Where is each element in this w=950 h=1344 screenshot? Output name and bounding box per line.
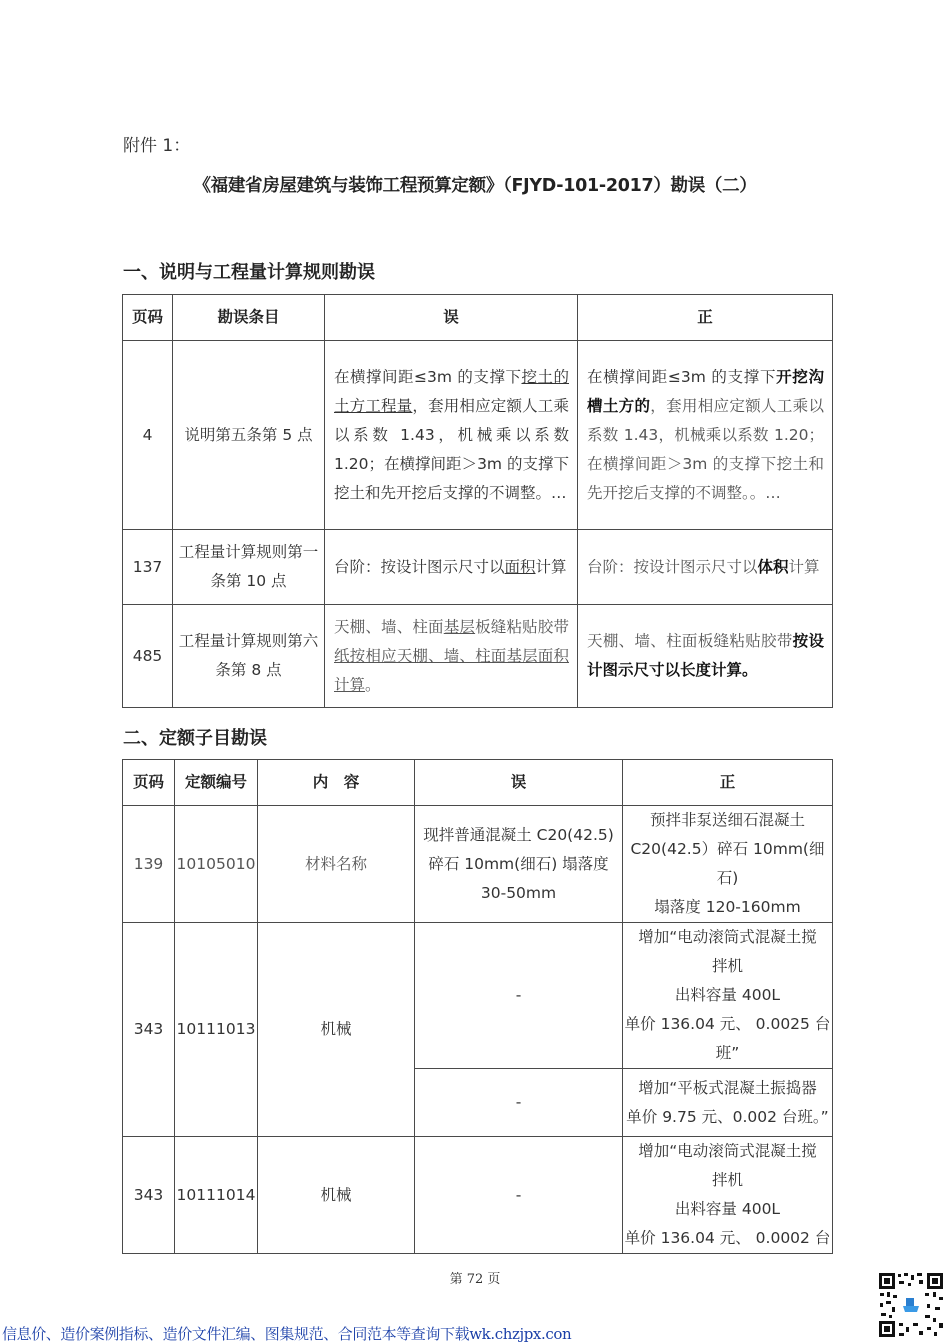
- cell-code: 10111014: [175, 1137, 258, 1254]
- correct-line: 拌机: [711, 1171, 743, 1189]
- wrong-underlined-text: 面积: [504, 557, 536, 576]
- cell-item: 说明第五条第 5 点: [173, 341, 325, 530]
- cell-content: 机械: [258, 1137, 415, 1254]
- column-header-code: 定额编号: [175, 760, 258, 806]
- column-header-correct: 正: [623, 760, 833, 806]
- correct-line: 塌落度 120-160mm: [654, 898, 801, 916]
- correct-line: 出料容量 400L: [674, 1200, 781, 1218]
- cell-content: 材料名称: [258, 806, 415, 923]
- correct-line: 出料容量 400L: [674, 986, 781, 1004]
- correct-bold-text: 按设计图示尺寸以长度计算。: [587, 632, 824, 679]
- cell-code: 10111013: [175, 923, 258, 1137]
- wrong-underlined-text: 挖土的土方工程量: [334, 367, 569, 415]
- cell-correct: [623, 923, 833, 1069]
- correct-line: 石): [716, 869, 739, 887]
- column-header-page: 页码: [123, 760, 175, 806]
- section2-heading: 二、定额子目勘误: [123, 728, 267, 749]
- correct-bold-text: 开挖沟槽土方的: [587, 367, 824, 415]
- correct-line: 单价 136.04 元、 0.0025 台: [624, 1015, 831, 1033]
- correct-line: 单价 136.04 元、 0.0002 台: [624, 1229, 831, 1247]
- correct-line: 增加“平板式混凝土振捣器: [638, 1078, 817, 1097]
- section1-heading: 一、说明与工程量计算规则勘误: [123, 262, 375, 283]
- cell-page: 4: [123, 341, 173, 530]
- wrong-underlined-text: 基层: [443, 617, 476, 636]
- table-row: [123, 605, 833, 708]
- column-header-page: 页码: [123, 295, 173, 341]
- cell-wrong: [415, 806, 623, 923]
- cell-correct: [623, 806, 833, 923]
- column-header-content: 内 容: [258, 760, 415, 806]
- cell-wrong: [325, 605, 578, 708]
- cell-wrong: -: [415, 1137, 623, 1254]
- table-row: [123, 923, 833, 1069]
- cell-item: 工程量计算规则第一条第 10 点: [173, 530, 325, 605]
- attachment-label: 附件 1：: [123, 136, 191, 156]
- cell-page: 139: [123, 806, 175, 923]
- correct-line: 拌机: [711, 957, 743, 975]
- cell-code: 10105010: [175, 806, 258, 923]
- cell-wrong: -: [415, 923, 623, 1069]
- cell-page: 137: [123, 530, 173, 605]
- correct-text: 天棚、墙、柱面板缝粘贴胶带: [587, 632, 793, 650]
- cell-item: 工程量计算规则第六条第 8 点: [173, 605, 325, 708]
- table-header-row: [123, 295, 833, 341]
- column-header-wrong: 误: [325, 295, 578, 341]
- table-row: [123, 1137, 833, 1254]
- table-row: [123, 530, 833, 605]
- wrong-line: 现拌普通混凝土 C20(42.5): [423, 825, 614, 844]
- table-row: [123, 806, 833, 923]
- correct-bold-text: 体积: [757, 557, 789, 576]
- correct-line: 增加“电动滚筒式混凝土搅: [638, 928, 817, 946]
- correct-line: 单价 9.75 元、0.002 台班。”: [626, 1107, 829, 1126]
- wrong-underlined-text: 纸按相应天棚、墙、柱面基层面积计算: [334, 646, 569, 694]
- correct-text: 在横撑间距≤3m 的支撑下: [587, 367, 777, 386]
- wrong-text: ，套用相应定额人工乘以系数 1.43，机械乘以系数 1.20；在横撑间距＞3m 的支撑下挖土和先开挖后支撑的不调整。…: [334, 396, 569, 502]
- document-title: 《福建省房屋建筑与装饰工程预算定额》（FJYD-101-2017）勘误（二）: [193, 176, 757, 196]
- qr-code-icon: [877, 1271, 945, 1339]
- correct-line: 班”: [715, 1044, 740, 1062]
- cell-wrong: -: [415, 1069, 623, 1137]
- cell-content: 机械: [258, 923, 415, 1137]
- wrong-text: 板缝粘贴胶带: [475, 617, 569, 636]
- cell-page: 485: [123, 605, 173, 708]
- correct-text: 台阶：按设计图示尺寸以: [587, 557, 758, 576]
- page-number: 第 72 页: [449, 1272, 501, 1287]
- correct-text: ，套用相应定额人工乘以系数 1.43，机械乘以系数 1.20；在横撑间距＞3m 的支撑下挖土和先开挖后支撑的不调整。。…: [587, 396, 824, 502]
- cell-wrong: [325, 530, 578, 605]
- wrong-text: 。: [365, 675, 381, 694]
- cell-wrong: [325, 341, 578, 530]
- wrong-text: 计算: [535, 557, 567, 576]
- wrong-line: 30-50mm: [480, 883, 557, 902]
- column-header-wrong: 误: [415, 760, 623, 806]
- watermark-link[interactable]: 信息价、造价案例指标、造价文件汇编、图集规范、合同范本等查询下载wk.chzjpx.con: [2, 1325, 572, 1343]
- wrong-text: 台阶：按设计图示尺寸以: [334, 557, 505, 576]
- wrong-line: 碎石 10mm(细石) 塌落度: [428, 854, 609, 873]
- column-header-item: 勘误条目: [173, 295, 325, 341]
- correct-text: 计算: [788, 557, 820, 576]
- cell-page: 343: [123, 923, 175, 1137]
- cell-correct: [578, 605, 833, 708]
- correct-line: 增加“电动滚筒式混凝土搅: [638, 1142, 817, 1160]
- table-row: [123, 341, 833, 530]
- cell-correct: [578, 341, 833, 530]
- column-header-correct: 正: [578, 295, 833, 341]
- table-header-row: [123, 760, 833, 806]
- errata-rules-table: [122, 294, 833, 708]
- cell-correct: [623, 1137, 833, 1254]
- cell-correct: [578, 530, 833, 605]
- wrong-text: 在横撑间距≤3m 的支撑下: [334, 367, 522, 386]
- errata-items-table: [122, 759, 833, 1254]
- cell-correct: [623, 1069, 833, 1137]
- correct-line: 预拌非泵送细石混凝土: [649, 811, 805, 829]
- wrong-text: 天棚、墙、柱面: [334, 617, 444, 636]
- cell-page: 343: [123, 1137, 175, 1254]
- correct-line: C20(42.5）碎石 10mm(细: [630, 840, 825, 858]
